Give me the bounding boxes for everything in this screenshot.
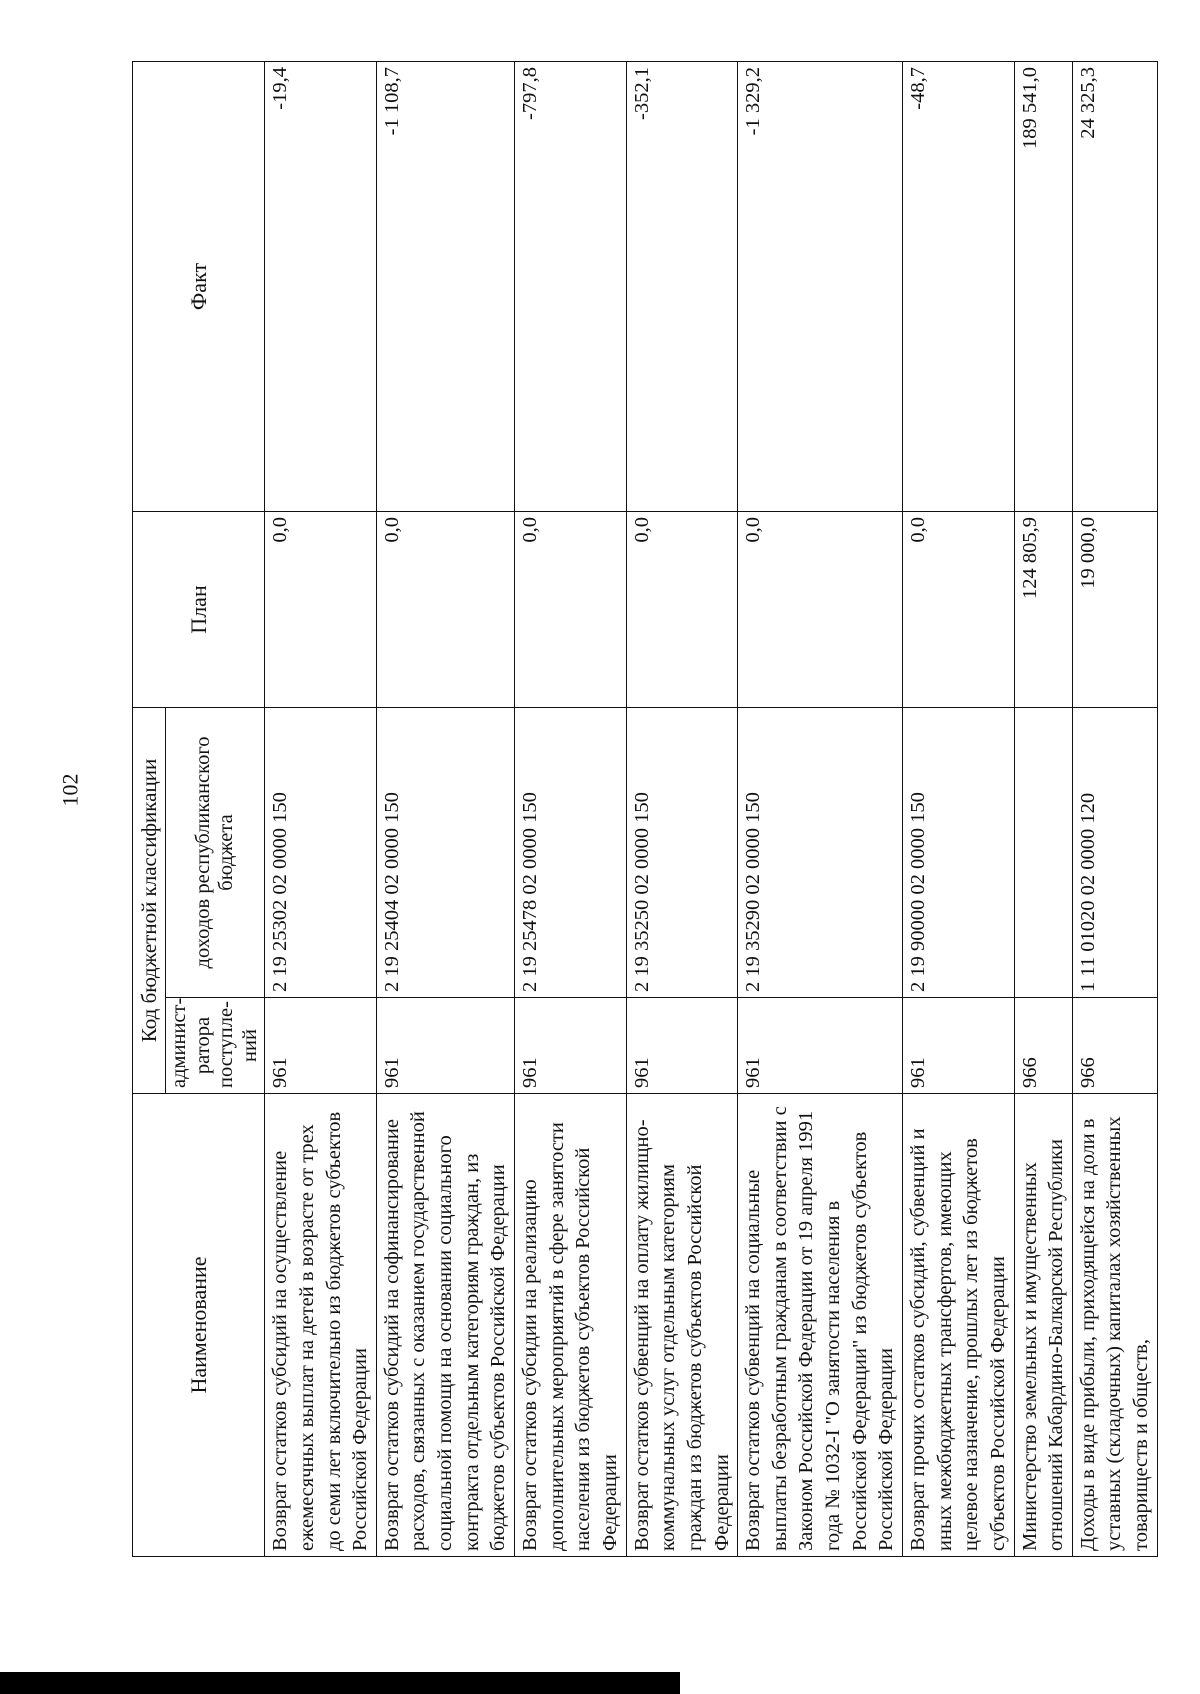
row-plan: 0,0 (626, 511, 738, 707)
row-admin-code: 966 (1014, 998, 1072, 1094)
page-number (52, 760, 88, 820)
row-income-code (1014, 707, 1072, 997)
row-admin-code: 961 (265, 998, 377, 1094)
row-admin-code: 961 (376, 998, 514, 1094)
row-plan: 0,0 (515, 511, 627, 707)
row-fact: 24 325,3 (1072, 61, 1157, 511)
row-name: Возврат остатков субсидий на софинансирование расходов, связанных с оказанием государственной социальной помощи на основании социального контракта отдельным категориям граждан, из бюджетов субъектов Российской Федерации (376, 1094, 514, 1557)
table-row (265, 61, 377, 1556)
row-admin-code: 961 (626, 998, 738, 1094)
row-plan: 0,0 (376, 511, 514, 707)
row-income-code: 2 19 25478 02 0000 150 (515, 707, 627, 997)
row-name: Доходы в виде прибыли, приходящейся на доли в уставных (складочных) капиталах хозяйственных товариществ и обществ, (1072, 1094, 1157, 1557)
header-code-group: Код бюджетной классификации (133, 707, 166, 1093)
row-fact: -19,4 (265, 61, 377, 511)
rotated-table-container (132, 62, 1153, 1557)
header-income-code: доходов республиканского бюджета (166, 707, 265, 997)
row-income-code: 1 11 01020 02 0000 120 (1072, 707, 1157, 997)
row-name: Возврат остатков субвенций на социальные выплаты безработным гражданам в соответствии с Законом Российской Федерации от 19 апреля 1991 года № 1032-I "О занятости населения в Российской Федерации" из бюджетов субъектов Российской Федерации (738, 1094, 903, 1557)
row-plan: 19 000,0 (1072, 511, 1157, 707)
row-income-code: 2 19 25404 02 0000 150 (376, 707, 514, 997)
row-fact: 189 541,0 (1014, 61, 1072, 511)
row-plan: 0,0 (738, 511, 903, 707)
row-name: Возврат остатков субсидий на осуществление ежемесячных выплат на детей в возрасте от трех до семи лет включительно из бюджетов субъектов Российской Федерации (265, 1094, 377, 1557)
row-name: Возврат остатков субсидии на реализацию дополнительных мероприятий в сфере занятости населения из бюджетов субъектов Российской Федерации (515, 1094, 627, 1557)
table-row (738, 61, 903, 1556)
row-plan: 124 805,9 (1014, 511, 1072, 707)
table-row (376, 61, 514, 1556)
row-admin-code: 961 (738, 998, 903, 1094)
header-name: Наименование (133, 1094, 265, 1557)
row-fact: -352,1 (626, 61, 738, 511)
row-fact: -797,8 (515, 61, 627, 511)
scan-edge-bar (0, 1672, 680, 1694)
row-income-code: 2 19 35290 02 0000 150 (738, 707, 903, 997)
row-income-code: 2 19 90000 02 0000 150 (902, 707, 1014, 997)
table-row (902, 61, 1014, 1556)
row-name: Возврат прочих остатков субсидий, субвенций и иных межбюджетных трансфертов, имеющих целевое назначение, прошлых лет из бюджетов субъектов Российской Федерации (902, 1094, 1014, 1557)
header-plan: План (133, 511, 265, 707)
row-admin-code: 961 (515, 998, 627, 1094)
table-row (1072, 61, 1157, 1556)
row-admin-code: 961 (902, 998, 1014, 1094)
row-income-code: 2 19 35250 02 0000 150 (626, 707, 738, 997)
table-row (1014, 61, 1072, 1556)
row-income-code: 2 19 25302 02 0000 150 (265, 707, 377, 997)
row-plan: 0,0 (902, 511, 1014, 707)
table-row (626, 61, 738, 1556)
row-fact: -48,7 (902, 61, 1014, 511)
row-fact: -1 108,7 (376, 61, 514, 511)
row-admin-code: 966 (1072, 998, 1157, 1094)
header-fact: Факт (133, 61, 265, 511)
budget-income-table (132, 61, 1158, 1557)
page-number-text: 102 (57, 773, 82, 807)
row-name: Возврат остатков субвенций на оплату жилищно-коммунальных услуг отдельным категориям граждан из бюджетов субъектов Российской Федерации (626, 1094, 738, 1557)
row-fact: -1 329,2 (738, 61, 903, 511)
row-name: Министерство земельных и имущественных отношений Кабардино-Балкарской Республики (1014, 1094, 1072, 1557)
header-admin-code: админист-ратора поступле-ний (166, 998, 265, 1094)
row-plan: 0,0 (265, 511, 377, 707)
table-row (515, 61, 627, 1556)
